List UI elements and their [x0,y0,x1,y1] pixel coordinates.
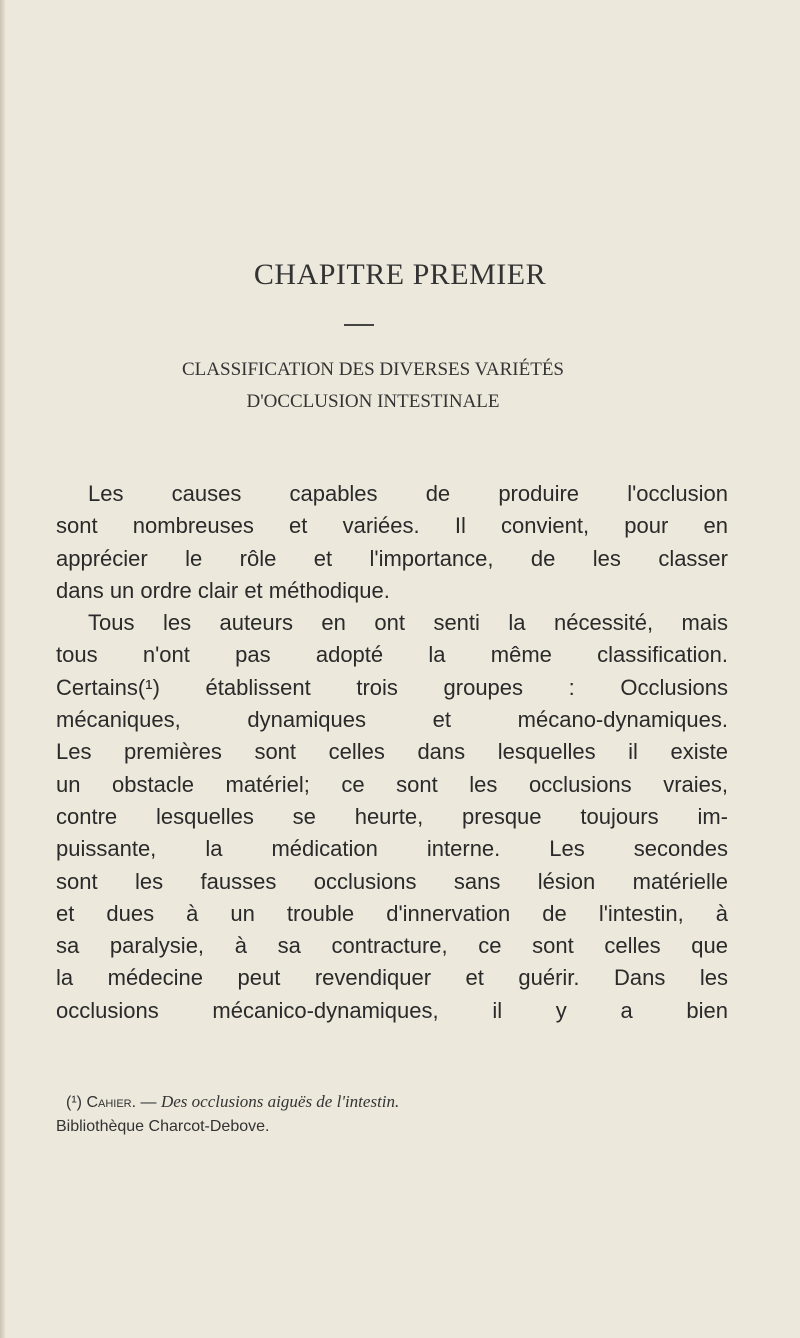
footnote-marker: (¹) [66,1094,82,1111]
body-line: apprécier le rôle et l'importance, de les classer [56,545,728,571]
footnote-author: Cahier. [86,1094,137,1111]
separator-rule [344,324,374,326]
body-line: tous n'ont pas adopté la même classification. [56,642,728,668]
body-line: sa paralysie, à sa contracture, ce sont celles que [56,933,728,959]
body-line: mécaniques, dynamiques et mécano-dynamiques. [56,707,728,733]
footnote [56,1090,728,1139]
body-line: occlusions mécanico-dynamiques, il y a bien [56,997,728,1023]
body-text [56,478,728,1027]
body-line: Les premières sont celles dans lesquelles il existe [56,739,728,765]
body-line: Les causes capables de produire l'occlusion [88,481,728,506]
chapter-heading: CHAPITRE PREMIER [253,258,547,291]
footnote-title: Des occlusions aiguës de l'intestin. [160,1092,400,1111]
section-title [0,354,746,418]
body-line: sont les fausses occlusions sans lésion matérielle [56,868,728,894]
body-line: contre lesquelles se heurte, presque toujours im- [56,803,728,829]
body-line: un obstacle matériel; ce sont les occlusions vraies, [56,771,728,797]
footnote-line-2: Bibliothèque Charcot-Debove. [56,1118,270,1135]
body-line: Tous les auteurs en ont senti la nécessité, mais [88,610,728,636]
section-title-line-2: D'OCCLUSION INTESTINALE [246,391,500,412]
footnote-line-1 [56,1090,728,1115]
footnote-dash: — [140,1094,157,1111]
body-line: Certains(¹) établissent trois groupes : Occlusions [56,674,728,700]
body-line: et dues à un trouble d'innervation de l'intestin, à [56,900,728,926]
section-title-line-1: CLASSIFICATION DES DIVERSES VARIÉTÉS [182,359,564,380]
body-line: sont nombreuses et variées. Il convient, pour en [56,513,728,539]
body-line: dans un ordre clair et méthodique. [56,577,390,603]
body-line: la médecine peut revendiquer et guérir. Dans les [56,965,728,991]
page-edge [0,0,6,1338]
body-line: puissante, la médication interne. Les secondes [56,836,728,862]
